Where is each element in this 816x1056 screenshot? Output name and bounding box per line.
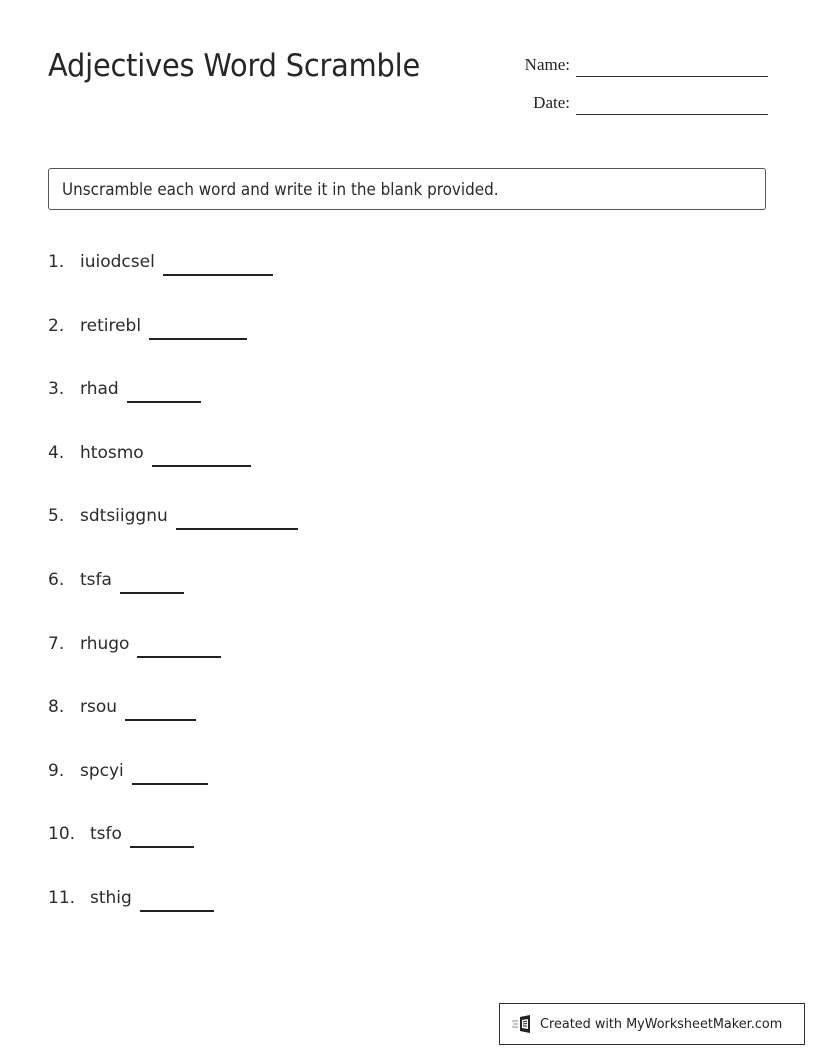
date-label: Date: (533, 93, 570, 112)
word-item (48, 634, 221, 654)
answer-blank[interactable] (149, 337, 247, 340)
item-number: 9. (48, 760, 65, 781)
item-number: 2. (48, 315, 65, 336)
footer-credit (499, 1003, 805, 1045)
worksheet-title: Adjectives Word Scramble (48, 48, 421, 84)
item-number: 1. (48, 252, 65, 272)
item-number: 10. (48, 824, 76, 845)
scrambled-word: spcyi (80, 760, 124, 781)
word-item (48, 316, 247, 336)
instructions-box (48, 168, 766, 210)
scrambled-word: htosmo (80, 442, 144, 463)
name-blank-line[interactable] (576, 62, 768, 77)
item-number: 6. (48, 570, 65, 590)
answer-blank[interactable] (130, 845, 194, 848)
scrambled-word: rhad (80, 379, 119, 400)
word-item (48, 570, 184, 590)
answer-blank[interactable] (125, 718, 196, 721)
scrambled-word: iuiodcsel (80, 252, 155, 272)
word-item (48, 824, 194, 844)
name-field[interactable] (500, 55, 768, 75)
item-number: 5. (48, 506, 65, 527)
word-item (48, 443, 251, 463)
scrambled-word: tsfa (80, 570, 112, 590)
scrambled-word: sthig (90, 888, 132, 908)
item-number: 8. (48, 697, 65, 718)
date-blank-line[interactable] (576, 100, 768, 115)
answer-blank[interactable] (137, 655, 221, 658)
answer-blank[interactable] (132, 782, 208, 785)
item-number: 11. (48, 888, 76, 908)
item-number: 7. (48, 633, 65, 654)
scrambled-word: rhugo (80, 633, 130, 654)
word-item (48, 506, 298, 526)
scrambled-word: tsfo (90, 824, 122, 845)
footer-text: Created with MyWorksheetMaker.com (540, 1016, 783, 1032)
date-field[interactable] (500, 93, 768, 113)
word-item (48, 888, 214, 908)
word-item (48, 252, 273, 272)
answer-blank[interactable] (140, 909, 214, 912)
scrambled-word: retirebl (80, 315, 142, 336)
item-number: 3. (48, 379, 65, 400)
word-item (48, 761, 208, 781)
answer-blank[interactable] (152, 464, 251, 467)
answer-blank[interactable] (120, 591, 184, 594)
word-item (48, 697, 196, 717)
word-item (48, 379, 201, 399)
worksheet-maker-logo-icon (512, 1014, 534, 1034)
scrambled-word: rsou (80, 697, 118, 718)
name-label: Name: (524, 55, 570, 74)
instructions-text: Unscramble each word and write it in the blank provided. (62, 179, 499, 199)
answer-blank[interactable] (163, 273, 273, 276)
item-number: 4. (48, 442, 65, 463)
scrambled-word: sdtsiiggnu (80, 506, 168, 527)
answer-blank[interactable] (127, 400, 201, 403)
answer-blank[interactable] (176, 527, 298, 530)
